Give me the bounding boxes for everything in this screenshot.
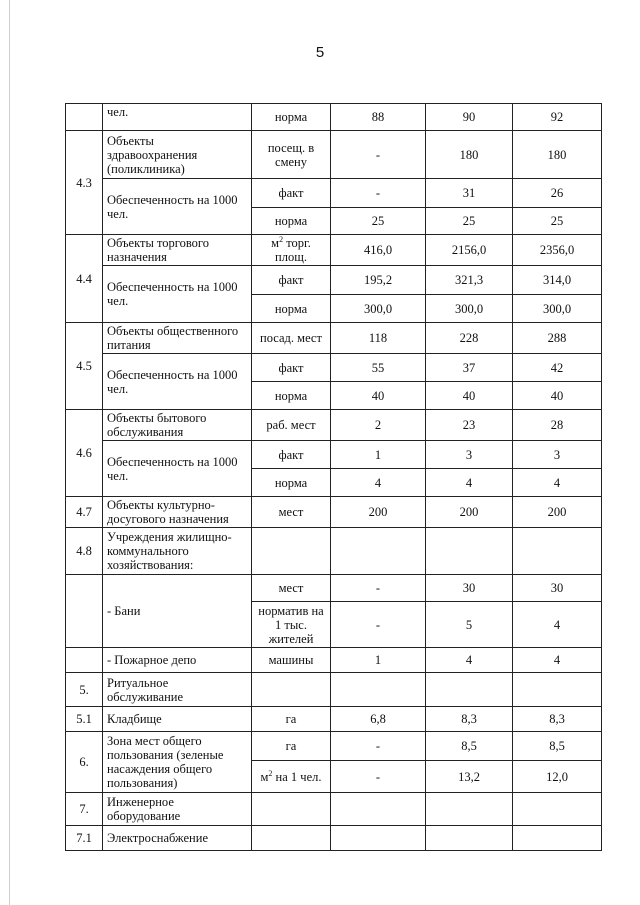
value-cell: 40 bbox=[426, 382, 513, 410]
value-cell: 228 bbox=[426, 323, 513, 354]
table-row bbox=[66, 575, 602, 602]
value-cell: 92 bbox=[513, 104, 602, 131]
name-cell: Учреждения жилищно-коммунального хозяйствования: bbox=[103, 528, 252, 575]
value-cell bbox=[513, 793, 602, 826]
unit-cell: факт bbox=[252, 441, 331, 469]
table-row bbox=[66, 323, 602, 354]
num-cell: 4.5 bbox=[66, 323, 103, 410]
unit-cell: норма bbox=[252, 208, 331, 235]
num-cell: 4.3 bbox=[66, 131, 103, 235]
value-cell bbox=[426, 528, 513, 575]
value-cell: - bbox=[331, 602, 426, 648]
unit-cell: мест bbox=[252, 497, 331, 528]
unit-cell: мест bbox=[252, 575, 331, 602]
value-cell: 4 bbox=[513, 469, 602, 497]
table-row bbox=[66, 793, 602, 826]
value-cell: 40 bbox=[331, 382, 426, 410]
table-row bbox=[66, 235, 602, 266]
name-cell: - Пожарное депо bbox=[103, 648, 252, 673]
table-row bbox=[66, 131, 602, 179]
unit-cell: посад. мест bbox=[252, 323, 331, 354]
value-cell bbox=[426, 826, 513, 851]
value-cell: 12,0 bbox=[513, 761, 602, 793]
num-cell bbox=[66, 104, 103, 131]
value-cell: 25 bbox=[331, 208, 426, 235]
name-cell: Обеспеченность на 1000 чел. bbox=[103, 266, 252, 323]
table-row bbox=[66, 497, 602, 528]
value-cell: 180 bbox=[513, 131, 602, 179]
unit-cell: норма bbox=[252, 469, 331, 497]
num-cell: 4.4 bbox=[66, 235, 103, 323]
value-cell: 2356,0 bbox=[513, 235, 602, 266]
value-cell: 26 bbox=[513, 179, 602, 208]
value-cell: 8,5 bbox=[426, 732, 513, 761]
unit-cell: раб. мест bbox=[252, 410, 331, 441]
num-cell: 5. bbox=[66, 673, 103, 707]
value-cell bbox=[331, 793, 426, 826]
num-cell: 4.8 bbox=[66, 528, 103, 575]
unit-cell bbox=[252, 826, 331, 851]
value-cell bbox=[513, 528, 602, 575]
name-cell: Инженерное оборудование bbox=[103, 793, 252, 826]
value-cell: 118 bbox=[331, 323, 426, 354]
value-cell: 25 bbox=[426, 208, 513, 235]
value-cell: 31 bbox=[426, 179, 513, 208]
num-cell: 7.1 bbox=[66, 826, 103, 851]
num-cell bbox=[66, 575, 103, 648]
value-cell: 2156,0 bbox=[426, 235, 513, 266]
value-cell: - bbox=[331, 732, 426, 761]
name-cell: Обеспеченность на 1000 чел. bbox=[103, 441, 252, 497]
value-cell: 4 bbox=[426, 648, 513, 673]
value-cell bbox=[331, 528, 426, 575]
value-cell: 37 bbox=[426, 354, 513, 382]
value-cell: 42 bbox=[513, 354, 602, 382]
table-row bbox=[66, 441, 602, 469]
value-cell: 4 bbox=[426, 469, 513, 497]
value-cell: 6,8 bbox=[331, 707, 426, 732]
value-cell: 8,3 bbox=[426, 707, 513, 732]
table-row bbox=[66, 354, 602, 382]
name-cell: Объекты здравоохранения (поликлиника) bbox=[103, 131, 252, 179]
value-cell: 300,0 bbox=[426, 295, 513, 323]
num-cell: 4.6 bbox=[66, 410, 103, 497]
value-cell bbox=[426, 793, 513, 826]
name-cell: Обеспеченность на 1000 чел. bbox=[103, 179, 252, 235]
name-cell: Объекты культурно-досугового назначения bbox=[103, 497, 252, 528]
value-cell: 200 bbox=[426, 497, 513, 528]
unit-cell: $м^2$ торг. площ. bbox=[252, 235, 331, 266]
name-cell: Обеспеченность на 1000 чел. bbox=[103, 354, 252, 410]
value-cell: 200 bbox=[513, 497, 602, 528]
unit-cell: машины bbox=[252, 648, 331, 673]
value-cell: 40 bbox=[513, 382, 602, 410]
value-cell: - bbox=[331, 131, 426, 179]
num-cell: 7. bbox=[66, 793, 103, 826]
name-cell: Зона мест общего пользования (зеленые насаждения общего пользования) bbox=[103, 732, 252, 793]
unit-cell bbox=[252, 673, 331, 707]
name-cell: Объекты общественного питания bbox=[103, 323, 252, 354]
table-row bbox=[66, 266, 602, 295]
unit-cell bbox=[252, 528, 331, 575]
value-cell bbox=[513, 826, 602, 851]
unit-cell: факт bbox=[252, 179, 331, 208]
unit-cell: га bbox=[252, 707, 331, 732]
value-cell: 8,3 bbox=[513, 707, 602, 732]
value-cell: 30 bbox=[513, 575, 602, 602]
value-cell: 3 bbox=[513, 441, 602, 469]
value-cell bbox=[426, 673, 513, 707]
value-cell: 1 bbox=[331, 648, 426, 673]
value-cell: - bbox=[331, 761, 426, 793]
num-cell: 6. bbox=[66, 732, 103, 793]
unit-cell: посещ. в смену bbox=[252, 131, 331, 179]
value-cell: 2 bbox=[331, 410, 426, 441]
value-cell: 30 bbox=[426, 575, 513, 602]
num-cell: 4.7 bbox=[66, 497, 103, 528]
value-cell: 300,0 bbox=[513, 295, 602, 323]
unit-cell: факт bbox=[252, 354, 331, 382]
unit-cell: норма bbox=[252, 382, 331, 410]
value-cell bbox=[513, 673, 602, 707]
value-cell: 314,0 bbox=[513, 266, 602, 295]
value-cell: 13,2 bbox=[426, 761, 513, 793]
value-cell: 4 bbox=[513, 648, 602, 673]
value-cell: 88 bbox=[331, 104, 426, 131]
table-row bbox=[66, 707, 602, 732]
num-cell: 5.1 bbox=[66, 707, 103, 732]
table-row bbox=[66, 673, 602, 707]
value-cell: 300,0 bbox=[331, 295, 426, 323]
scan-edge-line bbox=[9, 0, 10, 905]
table-row bbox=[66, 528, 602, 575]
value-cell: 23 bbox=[426, 410, 513, 441]
unit-cell: норматив на 1 тыс. жителей bbox=[252, 602, 331, 648]
value-cell: 8,5 bbox=[513, 732, 602, 761]
unit-cell: норма bbox=[252, 295, 331, 323]
value-cell: 4 bbox=[331, 469, 426, 497]
value-cell: 55 bbox=[331, 354, 426, 382]
num-cell bbox=[66, 648, 103, 673]
indicators-table bbox=[65, 103, 602, 851]
value-cell: 90 bbox=[426, 104, 513, 131]
value-cell: 200 bbox=[331, 497, 426, 528]
value-cell bbox=[331, 826, 426, 851]
value-cell: 4 bbox=[513, 602, 602, 648]
name-cell: Объекты торгового назначения bbox=[103, 235, 252, 266]
table-row bbox=[66, 648, 602, 673]
value-cell: 321,3 bbox=[426, 266, 513, 295]
name-cell: Электроснабжение bbox=[103, 826, 252, 851]
value-cell: 195,2 bbox=[331, 266, 426, 295]
value-cell: 1 bbox=[331, 441, 426, 469]
value-cell: 416,0 bbox=[331, 235, 426, 266]
name-cell: чел. bbox=[103, 104, 252, 131]
unit-cell: га bbox=[252, 732, 331, 761]
value-cell: 3 bbox=[426, 441, 513, 469]
value-cell: 5 bbox=[426, 602, 513, 648]
table-row bbox=[66, 826, 602, 851]
name-cell: - Бани bbox=[103, 575, 252, 648]
name-cell: Кладбище bbox=[103, 707, 252, 732]
table-row bbox=[66, 179, 602, 208]
unit-cell: норма bbox=[252, 104, 331, 131]
unit-cell: $м^2$ на 1 чел. bbox=[252, 761, 331, 793]
unit-cell bbox=[252, 793, 331, 826]
table-row bbox=[66, 104, 602, 131]
value-cell: 25 bbox=[513, 208, 602, 235]
value-cell: 288 bbox=[513, 323, 602, 354]
value-cell: - bbox=[331, 179, 426, 208]
table-row bbox=[66, 410, 602, 441]
value-cell bbox=[331, 673, 426, 707]
value-cell: - bbox=[331, 575, 426, 602]
value-cell: 180 bbox=[426, 131, 513, 179]
unit-cell: факт bbox=[252, 266, 331, 295]
name-cell: Ритуальное обслуживание bbox=[103, 673, 252, 707]
name-cell: Объекты бытового обслуживания bbox=[103, 410, 252, 441]
table-row bbox=[66, 732, 602, 761]
page-number: 5 bbox=[315, 44, 325, 61]
value-cell: 28 bbox=[513, 410, 602, 441]
